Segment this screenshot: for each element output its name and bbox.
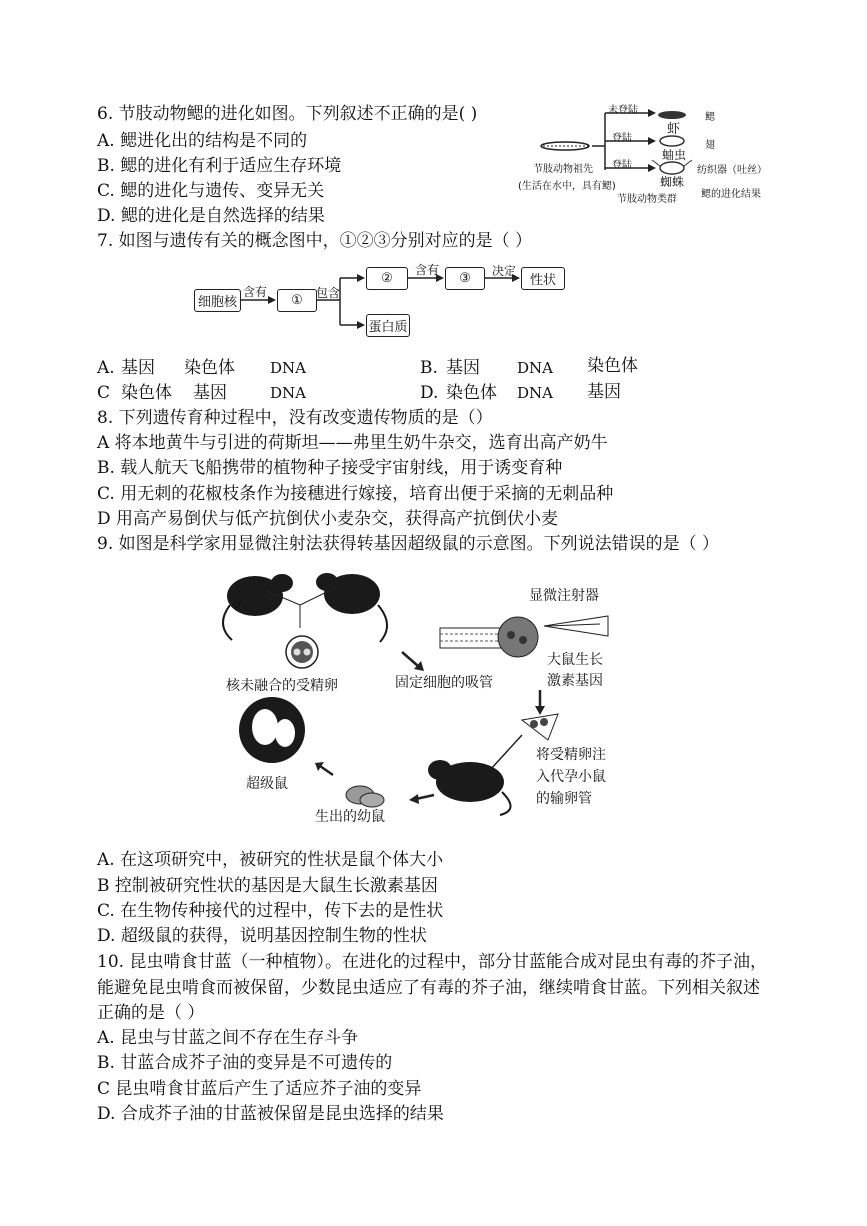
q6-caption-right: 鳃的进化结果 xyxy=(701,189,761,200)
q8-option-a: A 将本地黄牛与引进的荷斯坦——弗里生奶牛杂交，选育出高产奶牛 xyxy=(97,433,608,453)
q9-label-inject-2: 入代孕小鼠 xyxy=(536,769,606,785)
q6-result-1: 鳃 xyxy=(705,112,715,123)
q10-option-d: D. 合成芥子油的甘蓝被保留是昆虫选择的结果 xyxy=(97,1104,444,1124)
q9-label-injector: 显微注射器 xyxy=(529,588,599,604)
q10-stem-line-1: 10. 昆虫啃食甘蓝（一种植物）。在进化的过程中，部分甘蓝能合成对昆虫有毒的芥子油， xyxy=(97,952,767,972)
q7-option-a-letter: A. xyxy=(97,358,115,378)
q6-result-2: 翅 xyxy=(705,140,715,151)
q7-option-c-1: 染色体 xyxy=(121,383,172,403)
q7-label-contain-2: 含有 xyxy=(415,263,440,277)
q10-stem-line-3: 正确的是（ ） xyxy=(97,1003,205,1023)
q7-node-trait: 性状 xyxy=(521,267,565,290)
q7-label-include: 包含 xyxy=(316,286,341,300)
q9-label-inject-3: 的输卵管 xyxy=(536,791,592,807)
q6-branch-2: 登陆 xyxy=(612,133,632,144)
q6-branch-3: 登陆 xyxy=(612,160,632,171)
q8-option-c: C. 用无刺的花椒枝条作为接穗进行嫁接，培育出便于采摘的无刺品种 xyxy=(97,484,614,504)
q10-option-a: A. 昆虫与甘蓝之间不存在生存斗争 xyxy=(97,1028,359,1048)
q7-option-b-letter: B. xyxy=(420,358,438,378)
q7-option-b-3: 染色体 xyxy=(587,356,638,376)
q6-option-a: A. 鳃进化出的结构是不同的 xyxy=(97,131,308,151)
q6-result-3: 纺织器（吐丝） xyxy=(697,165,767,176)
q10-option-c: C 昆虫啃食甘蓝后产生了适应芥子油的变异 xyxy=(97,1079,422,1099)
q7-node-3: ③ xyxy=(445,267,485,290)
q10-option-b: B. 甘蓝合成芥子油的变异是不可遗传的 xyxy=(97,1053,393,1073)
q9-stem: 9. 如图是科学家用显微注射法获得转基因超级鼠的示意图。下列说法错误的是（ ） xyxy=(97,534,720,554)
q6-option-b: B. 鳃的进化有利于适应生存环境 xyxy=(97,156,342,176)
q9-male-symbol: ♂ xyxy=(232,597,243,611)
q7-stem: 7. 如图与遗传有关的概念图中，①②③分别对应的是（ ） xyxy=(97,231,533,251)
q7-option-b-1: 基因 xyxy=(446,358,480,378)
q7-option-c-letter: C xyxy=(97,383,111,403)
q6-option-d: D. 鳃的进化是自然选择的结果 xyxy=(97,206,325,226)
q9-option-c: C. 在生物传种接代的过程中，传下去的是性状 xyxy=(97,901,444,921)
q9-label-pipette: 固定细胞的吸管 xyxy=(395,675,493,691)
q7-option-d-1: 染色体 xyxy=(446,383,497,403)
q9-label-egg: 核未融合的受精卵 xyxy=(226,678,338,694)
q6-branch-1: 未登陆 xyxy=(608,105,638,116)
q9-label-gene-2: 激素基因 xyxy=(547,673,603,689)
q9-option-b: B 控制被研究性状的基因是大鼠生长激素基因 xyxy=(97,876,438,896)
q6-ancestor-label: 节肢动物祖先 xyxy=(533,164,593,175)
q7-option-d-2: DNA xyxy=(517,384,553,402)
q8-option-b: B. 载人航天飞船携带的植物种子接受宇宙射线，用于诱变育种 xyxy=(97,458,563,478)
q6-caption-left: 节肢动物类群 xyxy=(617,194,677,205)
q7-option-a-1: 基因 xyxy=(121,358,155,378)
q10-stem-line-2: 能避免昆虫啃食而被保留，少数昆虫适应了有毒的芥子油，继续啃食甘蓝。下列相关叙述 xyxy=(97,978,760,998)
q7-option-c-2: 基因 xyxy=(193,383,227,403)
q9-label-gene-1: 大鼠生长 xyxy=(547,652,603,668)
q9-label-babies: 生出的幼鼠 xyxy=(315,809,385,825)
q7-node-protein: 蛋白质 xyxy=(366,314,410,337)
q6-animal-insect: 蚰虫 xyxy=(662,148,687,162)
q7-label-contain-1: 含有 xyxy=(243,285,268,299)
q7-option-c-3: DNA xyxy=(270,384,306,402)
q6-option-c: C. 鳃的进化与遗传、变异无关 xyxy=(97,181,325,201)
q6-stem: 6. 节肢动物鳃的进化如图。下列叙述不正确的是( ) xyxy=(97,104,478,124)
q7-option-d-3: 基因 xyxy=(587,382,621,402)
q7-node-nucleus: 细胞核 xyxy=(194,289,241,312)
q7-option-a-3: DNA xyxy=(270,359,306,377)
q6-animal-spider: 蜘蛛 xyxy=(660,175,685,189)
q9-option-d: D. 超级鼠的获得，说明基因控制生物的性状 xyxy=(97,926,427,946)
q7-label-decide: 决定 xyxy=(492,264,517,278)
q9-label-super-mouse: 超级鼠 xyxy=(246,776,288,792)
q9-label-inject-1: 将受精卵注 xyxy=(536,747,606,763)
q7-option-b-2: DNA xyxy=(517,359,553,377)
q6-ancestor-note: (生活在水中，具有鳃) xyxy=(518,181,616,192)
q8-option-d: D 用高产易倒伏与低产抗倒伏小麦杂交，获得高产抗倒伏小麦 xyxy=(97,509,559,529)
q8-stem: 8. 下列遗传育种过程中，没有改变遗传物质的是（） xyxy=(97,408,493,428)
q7-node-2: ② xyxy=(366,267,408,290)
q7-option-d-letter: D. xyxy=(420,383,439,403)
q7-option-a-2: 染色体 xyxy=(184,358,235,378)
q9-option-a: A. 在这项研究中，被研究的性状是鼠个体大小 xyxy=(97,850,444,870)
q6-animal-shrimp: 虾 xyxy=(667,122,681,137)
q7-node-1: ① xyxy=(277,289,317,312)
